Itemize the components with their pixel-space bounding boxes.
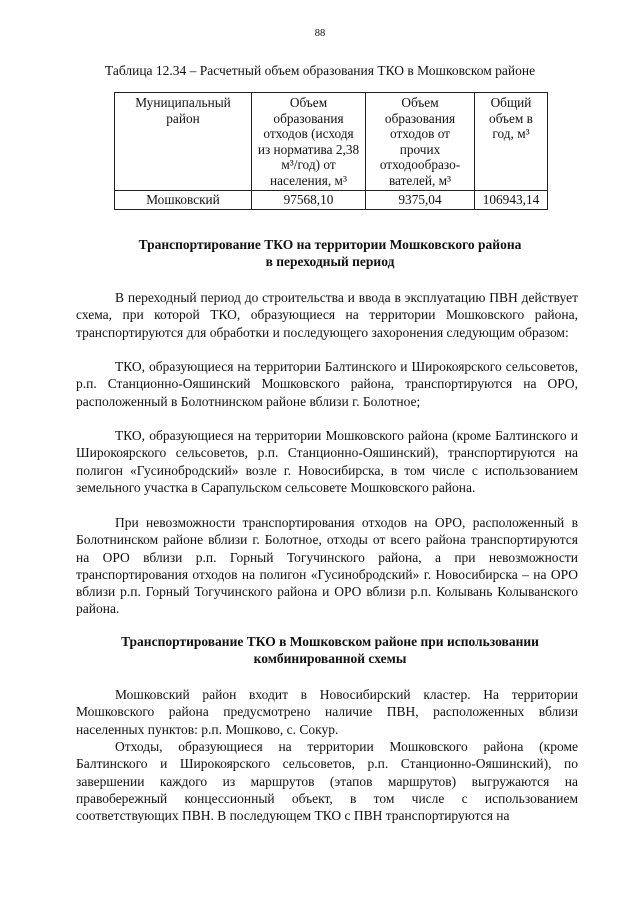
- paragraph: Отходы, образующиеся на территории Мошковского района (кроме Балтинского и Широкоярского сельсоветов, р.п. Станционно-Ояшинский), по завершении каждого из маршрутов (этапов маршрутов) выгружаются на правобережный концессионный объект, в том числе с использованием соответствующих ПВН. В последующем ТКО с ПВН транспортируются на: [76, 739, 578, 824]
- waste-volume-table: [114, 92, 548, 210]
- header-total-volume: Общий объем в год, м³: [475, 93, 548, 191]
- heading-line: Транспортирование ТКО в Мошковском районе при использовании: [121, 634, 539, 649]
- table-row: [115, 191, 548, 210]
- table-header-row: [115, 93, 548, 191]
- section-heading-combined: [70, 633, 590, 667]
- header-municipal-district: Муниципальный район: [115, 93, 252, 191]
- heading-line: Транспортирование ТКО на территории Мошковского района: [138, 237, 522, 252]
- heading-line: комбинированной схемы: [253, 651, 407, 666]
- paragraph: ТКО, образующиеся на территории Балтинского и Широкоярского сельсоветов, р.п. Станционно-Ояшинский Мошковского района, транспортируются на ОРО, расположенный в Болотнинском районе вблизи г. Болотное;: [76, 359, 578, 409]
- section-heading-transition: [70, 236, 590, 270]
- paragraph: В переходный период до строительства и ввода в эксплуатацию ПВН действует схема, при которой ТКО, образующиеся на территории Мошковского района, транспортируются для обработки и последующего захоронения следующим образом:: [76, 290, 578, 340]
- cell-population-volume: 97568,10: [252, 191, 366, 210]
- paragraph: ТКО, образующиеся на территории Мошковского района (кроме Балтинского и Широкоярского сельсоветов, р.п. Станционно-Ояшинский), транспортируются на полигон «Гусинобродский» возле г. Новосибирска, в том числе с использованием земельного участка в Сарапульском сельсовете Мошковского района.: [76, 428, 578, 495]
- cell-other-volume: 9375,04: [366, 191, 475, 210]
- table-caption: Таблица 12.34 – Расчетный объем образования ТКО в Мошковском районе: [104, 63, 536, 78]
- heading-line: в переходный период: [265, 254, 395, 269]
- header-other-volume: Объем образования отходов от прочих отходообразо-вателей, м³: [366, 93, 475, 191]
- header-population-volume: Объем образования отходов (исходя из норматива 2,38 м³/год) от населения, м³: [252, 93, 366, 191]
- paragraph: Мошковский район входит в Новосибирский кластер. На территории Мошковского района предусмотрено наличие ПВН, расположенных вблизи населенных пунктов: р.п. Мошково, с. Сокур.: [76, 687, 578, 737]
- page-number: 88: [314, 28, 326, 39]
- paragraph: При невозможности транспортирования отходов на ОРО, расположенный в Болотнинском районе вблизи г. Болотное, отходы от всего района транспортируются на ОРО вблизи р.п. Горный Тогучинского района, а при невозможности транспортирования отходов на полигон «Гусинобродский» г. Новосибирска – на ОРО вблизи р.п. Горный Тогучинского района и ОРО вблизи р.п. Колывань Колыванского района.: [76, 515, 578, 617]
- cell-district: Мошковский: [115, 191, 252, 210]
- cell-total-volume: 106943,14: [475, 191, 548, 210]
